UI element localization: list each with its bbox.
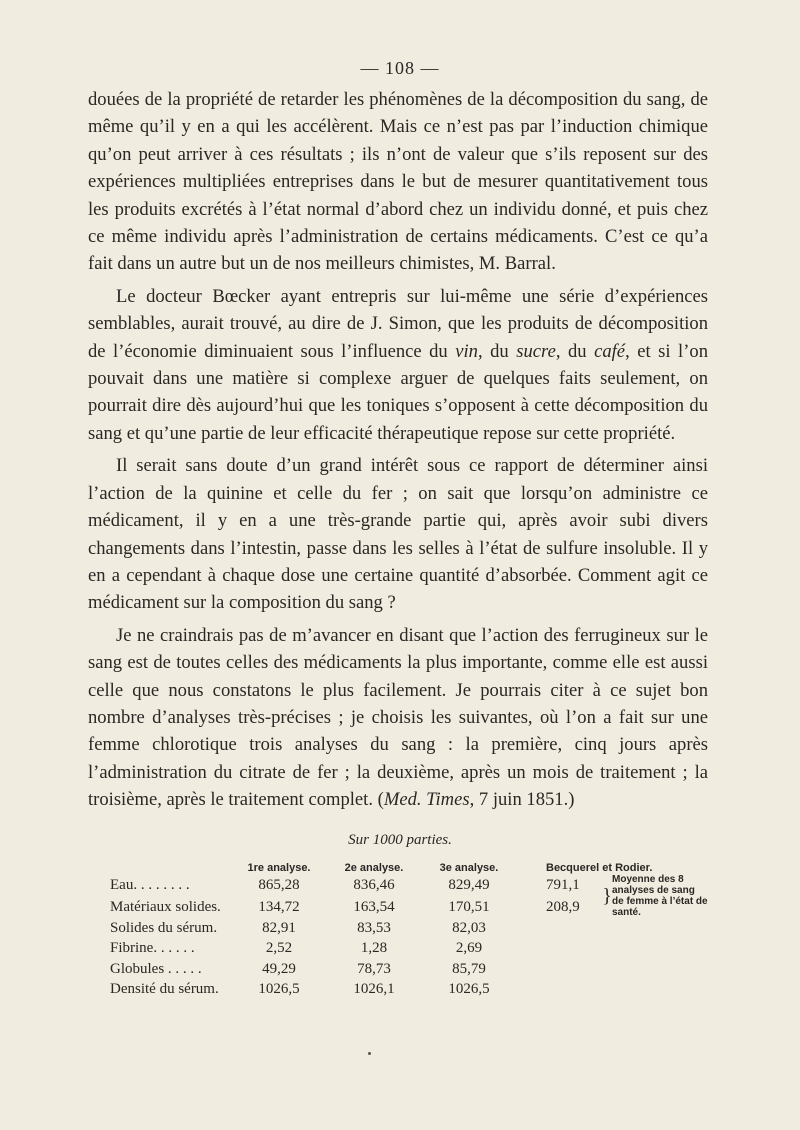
cell-analysis-3: 2,69 <box>455 940 483 957</box>
cell-becquerel <box>546 918 602 939</box>
cell-analysis-1: 134,72 <box>258 898 300 915</box>
paragraph-3 <box>88 452 708 616</box>
cell-gap <box>514 939 546 960</box>
table-row <box>110 939 708 960</box>
cell-analysis-2: 836,46 <box>353 876 395 893</box>
paragraph-text: , et si l’on pouvait dans une matière si complexe arguer de quelques faits seulement, on pourrait dire dès aujourd’hui que les toniques s’opposent à cette décomposition du sang et qu’une partie de leur efficacité thérapeutique repose sur cette propriété. <box>88 340 709 444</box>
brace-symbol: } <box>602 885 612 907</box>
paragraph-2 <box>88 283 708 447</box>
italic-term-cafe: café <box>594 340 626 362</box>
row-label: Solides du sérum. <box>110 919 218 936</box>
cell-analysis-3: 85,79 <box>452 960 486 977</box>
paragraph-text: , du <box>555 340 595 362</box>
header-analysis-3: 3e analyse. <box>439 862 499 874</box>
cell-becquerel: 208,9 <box>546 898 580 915</box>
header-analysis-2: 2e analyse. <box>344 862 404 874</box>
paragraph-4 <box>88 622 708 814</box>
cell-analysis-1: 49,29 <box>262 960 296 977</box>
cell-analysis-2: 1,28 <box>360 940 388 957</box>
paragraph-text: Je ne craindrais pas de m’avancer en disant que l’action des ferrugineux sur le sang est de toutes celles des médicaments la plus importante, comme elle est aussi celle que nous constatons le plus facilement. Je pourrais citer à ce sujet bon nombre d’analyses très-précises ; je choisis les suivantes, où l’on a fait sur une femme chlorotique trois analyses du sang : la première, cinq jours après l’administration du citrate de fer ; la deuxième, après un mois de traitement ; la troisième, après le traitement complet. ( <box>88 624 708 811</box>
cell-analysis-3: 82,03 <box>452 919 486 936</box>
row-label: Eau. . . . . . . . <box>110 876 190 893</box>
cell-analysis-1: 865,28 <box>258 876 300 893</box>
cell-analysis-3: 1026,5 <box>448 981 490 998</box>
ink-speck <box>368 1052 371 1055</box>
table-row <box>110 918 708 939</box>
header-analysis-1: 1re analyse. <box>247 862 311 874</box>
cell-analysis-1: 82,91 <box>262 919 296 936</box>
citation-journal: Med. Times <box>383 789 470 811</box>
paragraph-text: , du <box>477 340 517 362</box>
row-label: Fibrine. . . . . . <box>110 940 195 957</box>
becquerel-note: Moyenne des 8 analyses de sang de femme à l’état de santé. <box>612 874 708 918</box>
blood-analysis-table <box>110 856 708 1000</box>
cell-gap <box>514 959 546 980</box>
cell-analysis-3: 170,51 <box>448 898 490 915</box>
cell-gap <box>514 918 546 939</box>
cell-becquerel: 791,1 <box>546 876 580 893</box>
paragraph-1 <box>88 86 708 278</box>
cell-analysis-1: 1026,5 <box>258 981 300 998</box>
cell-analysis-2: 83,53 <box>357 919 391 936</box>
cell-becquerel <box>546 959 602 980</box>
row-label: Densité du sérum. <box>110 981 219 998</box>
paragraph-text: , 7 juin 1851.) <box>469 789 575 811</box>
italic-term-sucre: sucre <box>516 340 556 362</box>
paragraph-text: Le docteur Bœcker ayant entrepris sur lui-même une série d’expériences semblables, aurait trouvé, au dire de J. Simon, que les produits de décomposition de l’économie diminuaient sous l’influence du <box>88 285 708 362</box>
cell-analysis-2: 163,54 <box>353 898 395 915</box>
header-becquerel: Becquerel et Rodier. <box>546 862 653 874</box>
row-label: Matériaux solides. <box>110 898 221 915</box>
row-label: Globules . . . . . <box>110 960 202 977</box>
table-header-row <box>110 856 708 874</box>
table-row <box>110 980 708 1001</box>
header-gap <box>514 856 546 874</box>
paragraph-text: douées de la propriété de retarder les phénomènes de la décomposition du sang, de même qu’il y en a qui les accélèrent. Mais ce n’est pas par l’induction chimique qu’on peut arriver à ces résultats ; ils n’ont de valeur que s’ils reposent sur des expériences multipliées entreprises dans le but de mesurer quantitativement tous les produits excrétés à l’état normal d’abord chez un individu donné, et puis chez ce même individu après l’administration de certains médicaments. C’est ce qu’a fait dans un autre but un de nos meilleurs chimistes, M. Barral. <box>88 89 708 275</box>
cell-becquerel <box>546 980 602 1001</box>
table-row <box>110 874 708 896</box>
italic-term-vin: vin <box>455 340 478 362</box>
page-number: — 108 — <box>360 58 440 78</box>
cell-gap <box>514 896 546 918</box>
cell-gap <box>514 980 546 1001</box>
cell-analysis-2: 1026,1 <box>353 981 395 998</box>
cell-analysis-1: 2,52 <box>265 940 293 957</box>
cell-analysis-3: 829,49 <box>448 876 490 893</box>
body-text <box>88 86 708 814</box>
table-row <box>110 959 708 980</box>
cell-gap <box>514 874 546 896</box>
cell-analysis-2: 78,73 <box>357 960 391 977</box>
header-spacer <box>110 856 234 874</box>
table-caption: Sur 1000 parties. <box>348 832 452 848</box>
cell-becquerel <box>546 939 602 960</box>
paragraph-text: Il serait sans doute d’un grand intérêt sous ce rapport de déterminer ainsi l’action de la quinine et celle du fer ; on sait que lorsqu’on administre ce médicament, il y en a une très-grande partie qui, après avoir subi divers changements dans l’intestin, passe dans les selles à l’état de sulfure insoluble. Il y en a cependant à chaque dose une certaine quantité d’absorbée. Comment agit ce médicament sur la composition du sang ? <box>88 455 708 614</box>
